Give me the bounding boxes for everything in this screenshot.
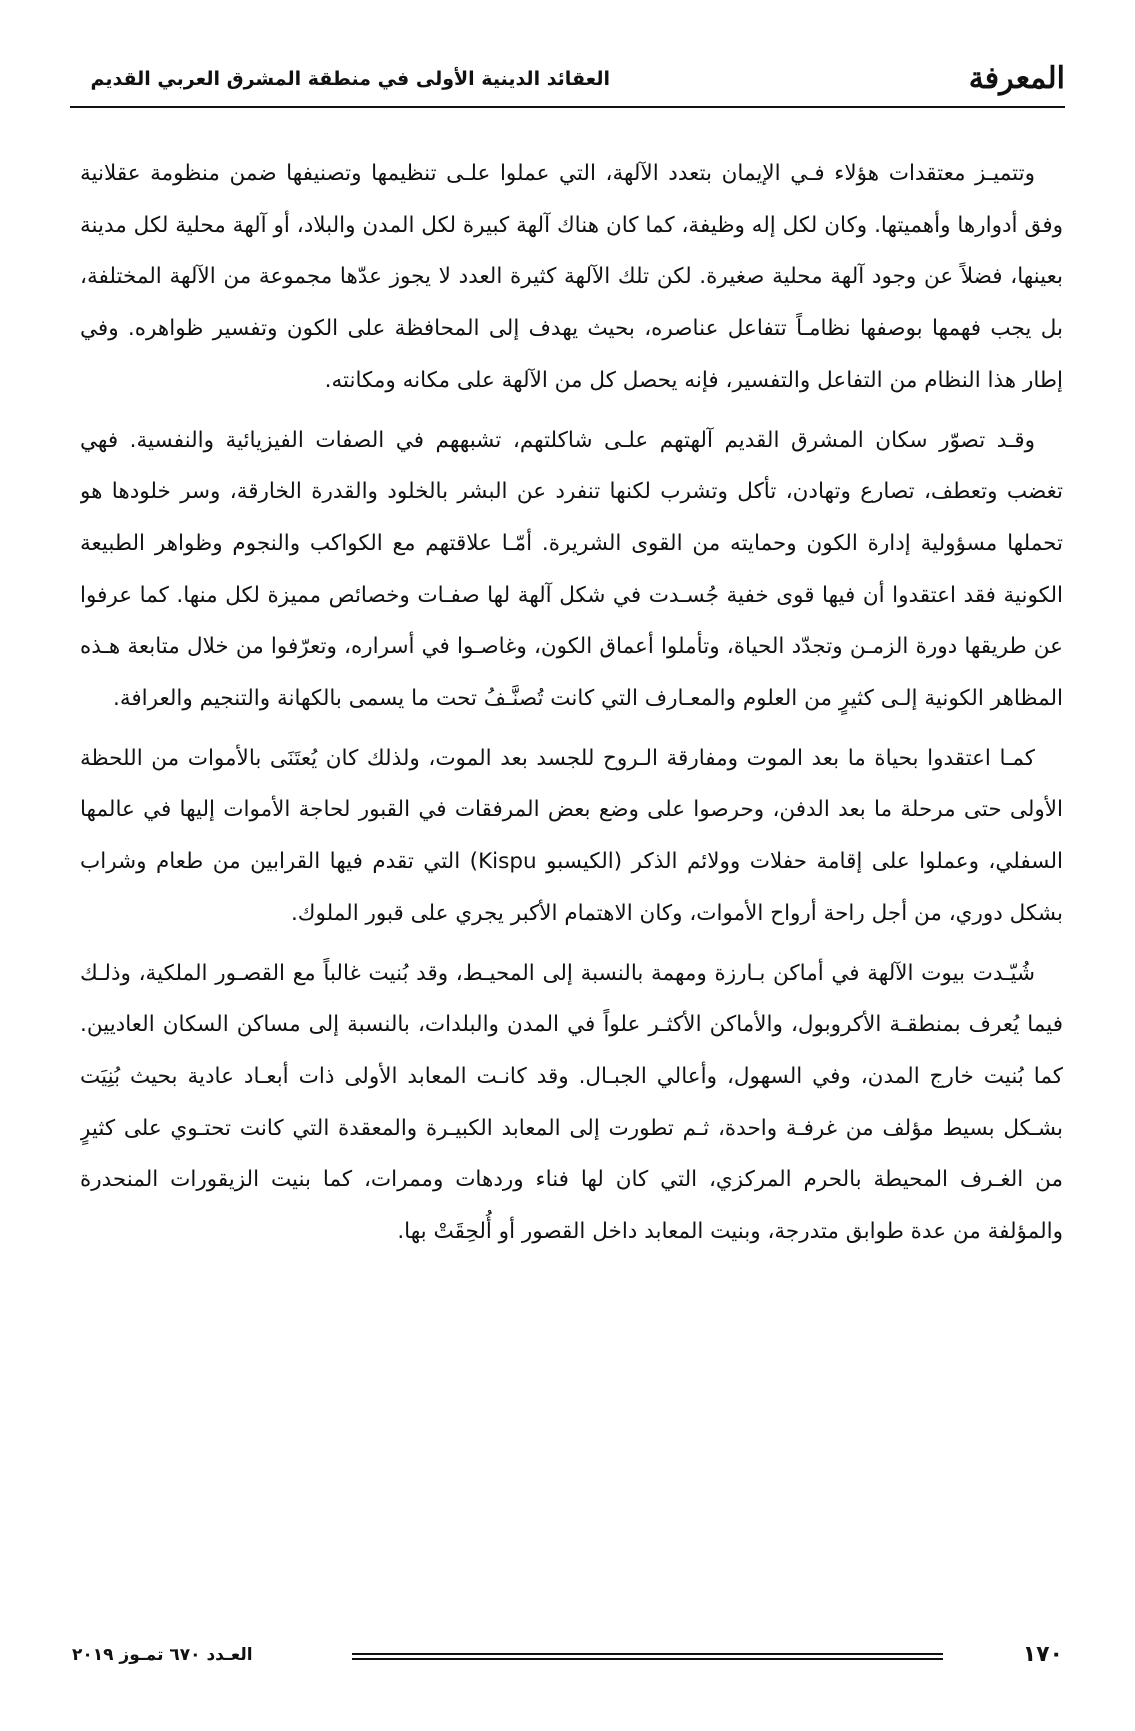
header-divider xyxy=(70,106,1065,108)
magazine-logo: المعرفة xyxy=(968,61,1065,96)
article-body xyxy=(80,148,1063,1618)
footer-divider xyxy=(352,1653,943,1660)
page-number: ١٧٠ xyxy=(1022,1642,1063,1667)
paragraph: شُيّـدت بيوت الآلهة في أماكن بـارزة ومهمة بالنسبة إلى المحيـط، وقد بُنيت غالباً مع القصـور الملكية، وذلـك فيما يُعرف بمنطقـة الأكروبول، والأماكن الأكثـر علواً في المدن والبلدات، بالنسبة إلى مساكن السكان العاديين. كما بُنيت خارج المدن، وفي السهول، وأعالي الجبـال. وقد كانـت المعابد الأولى ذات أبعـاد عادية بحيث بُنِيَت بشـكل بسيط مؤلف من غرفـة واحدة، ثـم تطورت إلى المعابد الكبيـرة والمعقدة التي كانت تحتـوي على كثيرٍ من الغـرف المحيطة بالحرم المركزي، التي كان لها فناء وردهات وممرات، كما بنيت الزيقورات المنحدرة والمؤلفة من عدة طوابق متدرجة، وبنيت المعابد داخل القصور أو أُلحِقَتْ بها. xyxy=(80,960,1063,1245)
paragraph: وقـد تصوّر سكان المشرق القديم آلهتهم علـى شاكلتهم، تشبههم في الصفات الفيزيائية والنفسية. فهي تغضب وتعطف، تصارع وتهادن، تأكل وتشرب لكنها تنفرد عن البشر بالخلود والقدرة الخارقة، وسر خلودها هو تحملها مسؤولية إدارة الكون وحمايته من القوى الشريرة. أمّـا علاقتهم مع الكواكب والنجوم وظواهر الطبيعة الكونية فقد اعتقدوا أن فيها قوى خفية جُسـدت في شكل آلهة لها صفـات وخصائص مميزة لكل منها. كما عرفوا عن طريقها دورة الزمـن وتجدّد الحياة، وتأملوا أعماق الكون، وغاصـوا في أسراره، وتعرّفوا من خلال متابعة هـذه المظاهر الكونية إلـى كثيرٍ من العلوم والمعـارف التي كانت تُصنَّـفُ تحت ما يسمى بالكهانة والتنجيم والعرافة. xyxy=(80,427,1063,712)
page-footer xyxy=(72,1640,1063,1670)
page-header xyxy=(70,58,1065,102)
running-title: العقائد الدينية الأولى في منطقة المشرق العربي القديم xyxy=(90,68,610,90)
issue-info: العـدد ٦٧٠ تمـوز ٢٠١٩ xyxy=(72,1645,253,1665)
paragraph: وتتميـز معتقدات هؤلاء فـي الإيمان بتعدد الآلهة، التي عملوا علـى تنظيمها وتصنيفها ضمن منظومة عقلانية وفق أدوارها وأهميتها. وكان لكل إله وظيفة، كما كان هناك آلهة كبيرة لكل المدن والبلاد، أو آلهة محلية لكل مدينة بعينها، فضلاً عن وجود آلهة محلية صغيرة. لكن تلك الآلهة كثيرة العدد لا يجوز عدّها مجموعة من الآلهة المختلفة، بل يجب فهمها بوصفها نظامـاً تتفاعل عناصره، بحيث يهدف إلى المحافظة على الكون وتفسير ظواهره. وفي إطار هذا النظام من التفاعل والتفسير، فإنه يحصل كل من الآلهة على مكانه ومكانته. xyxy=(80,161,1063,393)
paragraph: كمـا اعتقدوا بحياة ما بعد الموت ومفارقة الـروح للجسد بعد الموت، ولذلك كان يُعتَنَى بالأموات من اللحظة الأولى حتى مرحلة ما بعد الدفن، وحرصوا على وضع بعض المرفقات في القبور لحاجة الأموات إليها في عالمها السفلي، وعملوا على إقامة حفلات وولائم الذكر (الكيسبو Kispu) التي تقدم فيها القرابين من طعام وشراب بشكل دوري، من أجل راحة أرواح الأموات، وكان الاهتمام الأكبر يجري على قبور الملوك. xyxy=(80,745,1063,926)
